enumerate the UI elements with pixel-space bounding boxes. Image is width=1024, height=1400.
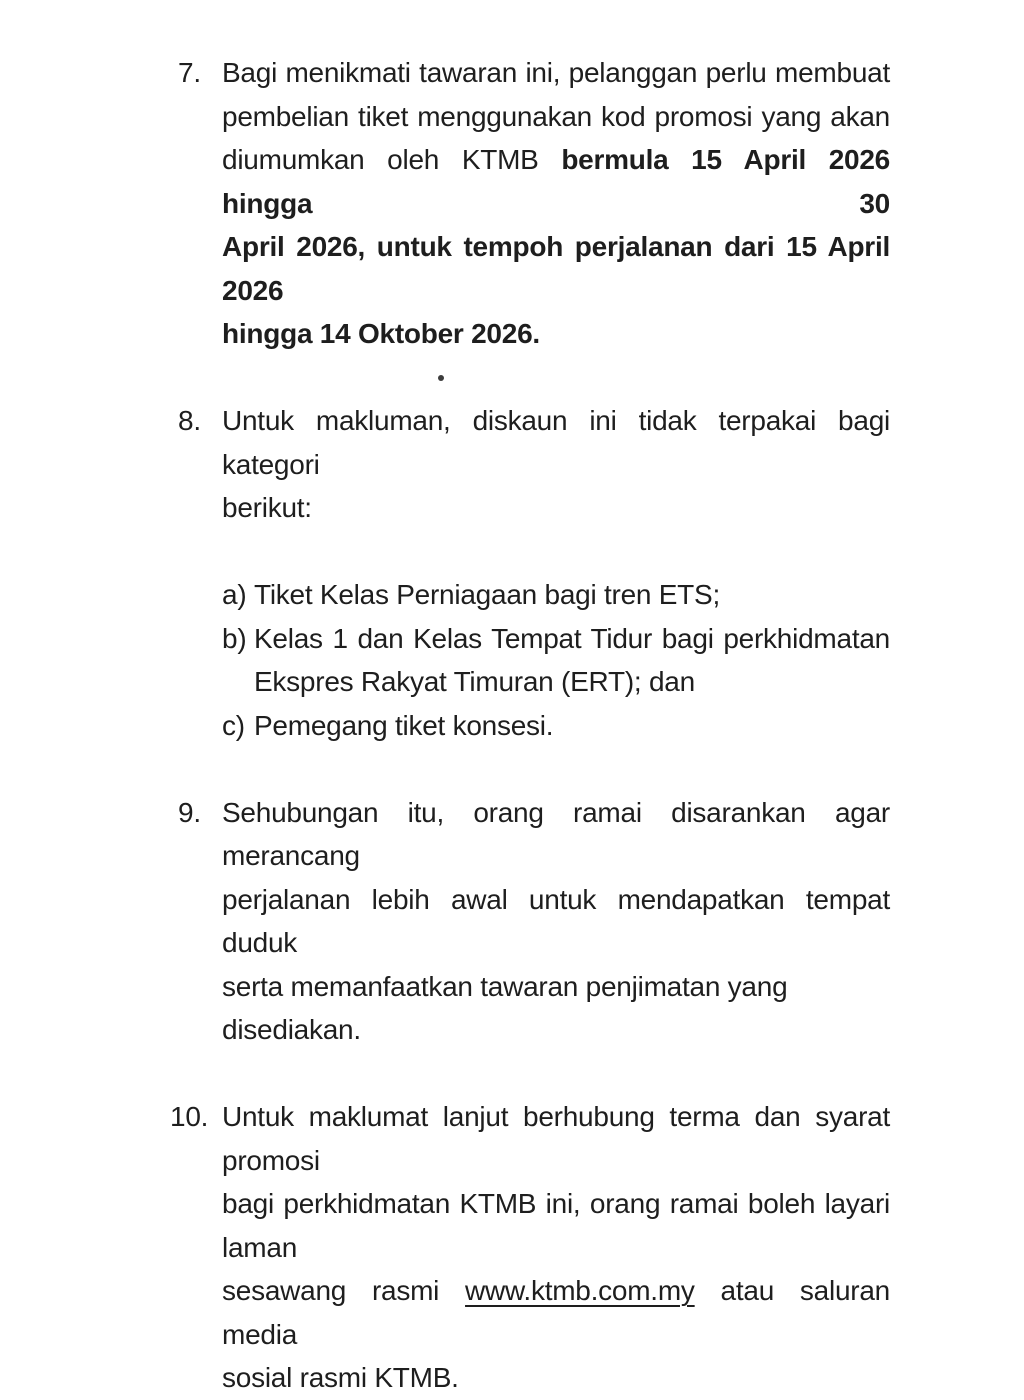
paragraph-line: sosial rasmi KTMB. bbox=[222, 1362, 459, 1393]
paragraph-line: Bagi menikmati tawaran ini, pelanggan perlu membuat bbox=[222, 57, 890, 88]
bold-text-run: bermula 15 April 2026 hingga 30 bbox=[222, 144, 891, 219]
list-item-9 bbox=[170, 791, 890, 1052]
paragraph-line: perjalanan lebih awal untuk mendapatkan tempat duduk bbox=[222, 883, 890, 958]
item-number: 8. bbox=[178, 405, 201, 436]
item-paragraph bbox=[222, 51, 890, 356]
sublist-item-c bbox=[222, 704, 890, 748]
paragraph-line: Tiket Kelas Perniagaan bagi tren ETS; bbox=[254, 579, 720, 610]
paragraph-line bbox=[222, 1269, 890, 1356]
item-paragraph bbox=[222, 1095, 890, 1400]
paragraph-line: Ekspres Rakyat Timuran (ERT); dan bbox=[254, 666, 695, 697]
text-run: sesawang rasmi bbox=[222, 1275, 440, 1306]
item-paragraph bbox=[222, 791, 890, 1052]
document-body bbox=[170, 51, 890, 1400]
sublist-paragraph bbox=[254, 704, 890, 748]
list-item-7 bbox=[170, 51, 890, 356]
blank-line bbox=[170, 530, 890, 574]
sublist-item-b bbox=[222, 617, 890, 704]
paragraph-line: serta memanfaatkan tawaran penjimatan yang disediakan. bbox=[222, 970, 788, 1045]
sublist-paragraph bbox=[254, 617, 890, 704]
blank-line bbox=[170, 1052, 890, 1096]
sublist-marker: b) bbox=[222, 622, 247, 654]
separator-dot-icon bbox=[438, 375, 444, 381]
paragraph-line: Kelas 1 dan Kelas Tempat Tidur bagi perkhidmatan bbox=[254, 622, 890, 654]
paragraph-line: Untuk makluman, diskaun ini tidak terpakai bagi kategori bbox=[222, 405, 890, 480]
paragraph-line: Sehubungan itu, orang ramai disarankan agar merancang bbox=[222, 796, 890, 871]
item-number: 7. bbox=[178, 57, 201, 88]
item-number: 9. bbox=[178, 796, 201, 828]
item-paragraph bbox=[222, 399, 890, 530]
paragraph-line: berikut: bbox=[222, 492, 312, 523]
text-run: atau saluran media bbox=[222, 1275, 891, 1350]
blank-line bbox=[170, 747, 890, 791]
paragraph-line: hingga 14 Oktober 2026. bbox=[222, 318, 540, 349]
list-item-8 bbox=[170, 399, 890, 530]
paragraph-line: Pemegang tiket konsesi. bbox=[254, 709, 554, 741]
paragraph-line: pembelian tiket menggunakan kod promosi yang akan bbox=[222, 100, 890, 132]
separator-row bbox=[170, 356, 890, 400]
sublist-item-a bbox=[222, 573, 890, 617]
ktmb-website-link[interactable]: www.ktmb.com.my bbox=[465, 1275, 695, 1306]
text-run: diumumkan oleh KTMB bbox=[222, 144, 539, 175]
sublist-paragraph bbox=[254, 573, 890, 617]
sublist bbox=[222, 573, 890, 747]
paragraph-line: Untuk maklumat lanjut berhubung terma dan syarat promosi bbox=[222, 1101, 890, 1176]
paragraph-line bbox=[222, 138, 890, 225]
paragraph-line: April 2026, untuk tempoh perjalanan dari 15 April 2026 bbox=[222, 231, 890, 306]
list-item-10 bbox=[170, 1095, 890, 1400]
paragraph-line: bagi perkhidmatan KTMB ini, orang ramai boleh layari laman bbox=[222, 1188, 890, 1263]
item-number: 10. bbox=[170, 1101, 209, 1132]
sublist-marker: a) bbox=[222, 579, 247, 610]
sublist-marker: c) bbox=[222, 709, 245, 741]
